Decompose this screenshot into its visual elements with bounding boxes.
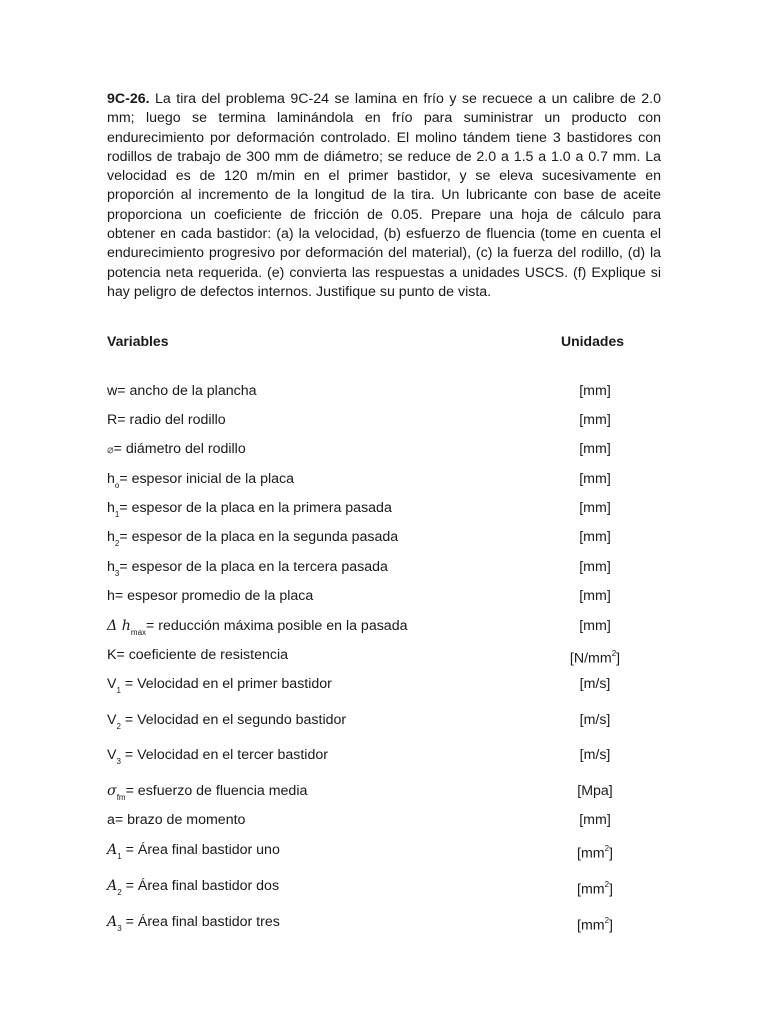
variable-description [107, 781, 307, 807]
variable-text: = Velocidad en el tercer bastidor [120, 747, 328, 763]
variable-symbol: h [107, 588, 115, 604]
variable-symbol: a [107, 812, 115, 828]
variable-symbol: V [107, 676, 117, 692]
variable-description [107, 912, 280, 938]
variable-text: = esfuerzo de fluencia media [125, 783, 308, 799]
variable-unit: [mm] [579, 529, 611, 545]
variable-description [107, 745, 328, 771]
variable-subscript: max [130, 627, 147, 637]
variable-description [107, 645, 288, 665]
table-row [0, 645, 768, 665]
variable-unit: [mm] [579, 441, 611, 457]
variable-text: = ancho de la plancha [117, 383, 257, 399]
diameter-icon: ⌀ [107, 443, 114, 456]
variable-subscript: 2 [114, 538, 120, 548]
variable-symbol: R [107, 412, 118, 428]
table-row [0, 781, 768, 801]
variable-text: = reducción máxima posible en la pasada [146, 618, 408, 634]
unit-superscript: 2 [611, 649, 617, 658]
variable-description [107, 381, 256, 401]
variable-unit: [mm] [579, 618, 611, 634]
variable-symbol: A [107, 878, 118, 894]
variable-description [107, 710, 346, 736]
variable-subscript: 1 [117, 851, 122, 861]
variable-unit: [mm] [579, 471, 611, 487]
variable-text: = Área final bastidor tres [121, 914, 280, 930]
variable-unit: [mm] [579, 500, 611, 516]
table-row [0, 557, 768, 577]
variable-unit: [mm] [579, 812, 611, 828]
variable-description [107, 840, 280, 866]
unit-superscript: 2 [604, 844, 610, 853]
variable-description [107, 674, 332, 700]
table-row [0, 912, 768, 932]
table-row [0, 840, 768, 860]
variable-subscript: fm [116, 792, 126, 802]
variable-text: = Velocidad en el primer bastidor [120, 676, 332, 692]
unit-superscript: 2 [604, 880, 610, 889]
variable-unit: [Mpa] [577, 783, 613, 799]
variable-symbol: w [107, 383, 118, 399]
variable-description [107, 876, 279, 902]
variable-description [107, 616, 407, 642]
problem-statement [107, 90, 661, 302]
problem-number: 9C-26. [107, 91, 150, 107]
variable-unit: [m/s] [579, 712, 611, 728]
units-header: Unidades [561, 333, 625, 349]
variable-subscript: 2 [116, 721, 121, 731]
variable-subscript: 3 [116, 756, 121, 766]
variable-text: = radio del rodillo [117, 412, 226, 428]
variable-text: = brazo de momento [114, 812, 246, 828]
variable-description [107, 439, 246, 460]
variable-unit: $[N/mm^2]$ [569, 649, 621, 667]
variable-description [107, 469, 294, 495]
variable-unit: $[mm^2]$ [577, 844, 613, 862]
variable-description [107, 410, 226, 430]
table-row [0, 674, 768, 694]
variable-symbol: A [107, 914, 118, 930]
variable-description [107, 810, 245, 830]
variable-subscript: o [114, 480, 120, 490]
variable-subscript: 1 [114, 509, 120, 519]
table-row [0, 810, 768, 830]
variable-unit: $[mm^2]$ [577, 880, 613, 898]
table-row [0, 876, 768, 896]
variable-description [107, 527, 398, 553]
table-row [0, 498, 768, 518]
variable-text: = coeficiente de resistencia [116, 647, 289, 663]
variable-symbol: h [107, 500, 115, 516]
variable-description [107, 557, 388, 583]
table-row [0, 586, 768, 606]
table-row [0, 527, 768, 547]
variable-subscript: 3 [117, 923, 122, 933]
variable-description [107, 498, 392, 524]
table-row [0, 616, 768, 636]
variable-text: = Velocidad en el segundo bastidor [120, 712, 347, 728]
variable-subscript: 3 [114, 568, 120, 578]
variable-description [107, 586, 313, 606]
variable-text: = espesor de la placa en la segunda pasada [119, 529, 399, 545]
variables-header: Variables [107, 333, 169, 349]
variable-subscript: 2 [117, 887, 122, 897]
variable-unit: [mm] [579, 412, 611, 428]
variable-text: = espesor de la placa en la primera pasada [119, 500, 392, 516]
variable-unit: [mm] [579, 559, 611, 575]
variable-symbol: σ [107, 783, 117, 799]
problem-text: La tira del problema 9C-24 se lamina en frío y se recuece a un calibre de 2.0 mm; luego se termina laminándola en frío para suministrar un producto con endurecimiento por deformación controlado. El molino tándem tiene 3 bastidores con rodillos de trabajo de 300 mm de diámetro; se reduce de 2.0 a 1.5 a 1.0 a 0.7 mm. La velocidad es de 120 m/min en el primer bastidor, y se eleva sucesivamente en proporción al incremento de la longitud de la tira. Un lubricante con base de aceite proporciona un coeficiente de fricción de 0.05. Prepare una hoja de cálculo para obtener en cada bastidor: (a) la velocidad, (b) esfuerzo de fluencia (tome en cuenta el endurecimiento progresivo por deformación del material), (c) la fuerza del rodillo, (d) la potencia neta requerida. (e) convierta las respuestas a unidades USCS. (f) Explique si hay peligro de defectos internos. Justifique su punto de vista. [107, 91, 661, 300]
variable-subscript: 1 [116, 685, 121, 695]
table-row [0, 745, 768, 765]
variable-symbol: h [107, 559, 115, 575]
variable-symbol: V [107, 712, 117, 728]
variable-unit: [m/s] [579, 676, 611, 692]
variable-unit: [mm] [579, 383, 611, 399]
variable-symbol: A [107, 842, 118, 858]
table-row [0, 410, 768, 430]
variable-text: = Área final bastidor uno [121, 842, 280, 858]
table-row [0, 710, 768, 730]
unit-superscript: 2 [604, 916, 610, 925]
variable-text: = Área final bastidor dos [121, 878, 280, 894]
variable-unit: $[mm^2]$ [577, 916, 613, 934]
variable-text: = espesor inicial de la placa [119, 471, 295, 487]
variable-unit: [m/s] [579, 747, 611, 763]
variable-symbol: h [107, 471, 115, 487]
variable-symbol: K [107, 647, 117, 663]
table-row [0, 381, 768, 401]
variable-symbol: Δ h [107, 618, 131, 634]
variable-text: = espesor promedio de la placa [114, 588, 314, 604]
variable-text: = diámetro del rodillo [113, 441, 246, 457]
table-row [0, 469, 768, 489]
variable-symbol: h [107, 529, 115, 545]
table-row [0, 439, 768, 459]
variable-symbol: V [107, 747, 117, 763]
variable-text: = espesor de la placa en la tercera pasada [119, 559, 388, 575]
variable-unit: [mm] [579, 588, 611, 604]
